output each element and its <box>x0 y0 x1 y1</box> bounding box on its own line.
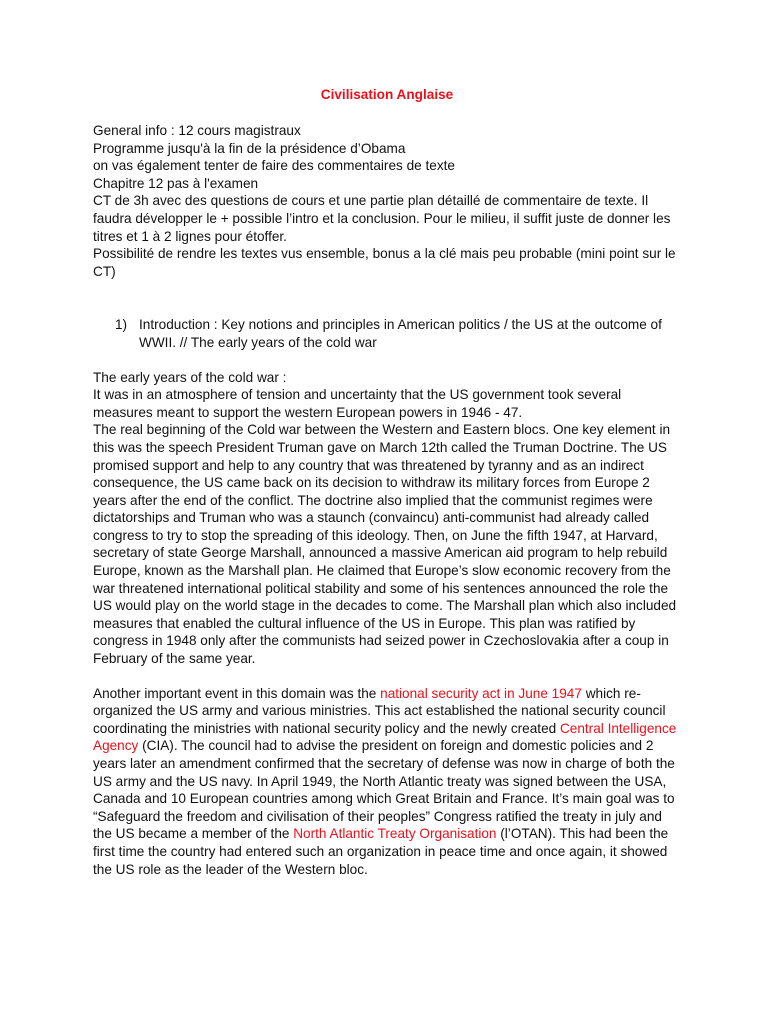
chapitre-line: Chapitre 12 pas à l'examen <box>93 175 259 191</box>
highlight-nato: North Atlantic Treaty Organisation <box>293 826 497 842</box>
text-run: which re-organized the US army and various ministries. This act established the national security council coordinating the ministries with national security policy and the newly created <box>93 685 666 736</box>
paragraph-national-security <box>93 685 681 879</box>
paragraph: It was in an atmosphere of tension and uncertainty that the US government took several measures meant to support the western European powers in 1946 - 47. <box>93 387 622 420</box>
highlight-national-security-act: national security act in June 1947 <box>380 685 582 701</box>
highlight-cia: Central Intelligence Agency <box>93 720 677 754</box>
commentaires-line: on vas également tenter de faire des commentaires de texte <box>93 158 455 174</box>
text-run: (l’OTAN). This had been the first time the country had entered such an organization in peace time and once again, it showed the US role as the leader of the Western bloc. <box>93 826 669 877</box>
text-run: Another important event in this domain was the <box>93 685 381 701</box>
paragraph: The real beginning of the Cold war between the Western and Eastern blocs. One key element in this was the speech President Truman gave on March 12th called the Truman Doctrine. The US promised support and help to any country that was threatened by tyranny and as an indirect consequence, the US came back on its decision to withdraw its military forces from Europe 2 years after the end of the conflict. The doctrine also implied that the communist regimes were dictatorships and Truman who was a staunch (convaincu) anti-communist had already called congress to try to stop the spreading of this ideology. Then, on June the fifth 1947, at Harvard, secretary of state George Marshall, announced a massive American aid program to help rebuild Europe, known as the Marshall plan. He claimed that Europe’s slow economic recovery from the war threatened international political stability and some of his sentences announced the role the US would play on the world stage in the decades to come. The Marshall plan which also included measures that enabled the cultural influence of the US in Europe. This plan was ratified by congress in 1948 only after the communists had seized power in Czechoslovakia after a coup in February of the same year. <box>93 422 677 667</box>
ct-line: CT de 3h avec des questions de cours et une partie plan détaillé de commentaire de texte. Il faudra développer le + possible l’intro et la conclusion. Pour le milieu, il suffit juste de donner les titres et 1 à 2 lignes pour étoffer. <box>93 193 671 244</box>
list-item <box>93 316 681 351</box>
section-cold-war <box>93 369 681 668</box>
document-body <box>93 86 681 878</box>
general-info-line: General info : 12 cours magistraux <box>93 123 301 138</box>
document-title: Civilisation Anglaise <box>320 87 454 102</box>
list-item-text: Introduction : Key notions and principles in American politics / the US at the outcome of WWII. // The early years of the cold war <box>139 317 662 350</box>
general-info-block <box>93 122 681 280</box>
text-run: (CIA). The council had to advise the president on foreign and domestic policies and 2 years later an amendment confirmed that the secretary of defense was now in charge of both the US army and the US navy. In April 1949, the North Atlantic treaty was signed between the USA, Canada and 10 European countries among which Great Britain and France. It’s main goal was to “Safeguard the freedom and civilisation of their peoples” Congress ratified the treaty in july and the US became a member of the <box>93 738 675 842</box>
programme-line: Programme jusqu'à la fin de la présidence d’Obama <box>93 140 406 156</box>
section-heading: The early years of the cold war : <box>93 369 287 385</box>
possibilite-line: Possibilité de rendre les textes vus ensemble, bonus a la clé mais peu probable (mini point sur le CT) <box>93 246 676 279</box>
list-item-number: 1) <box>115 317 128 333</box>
